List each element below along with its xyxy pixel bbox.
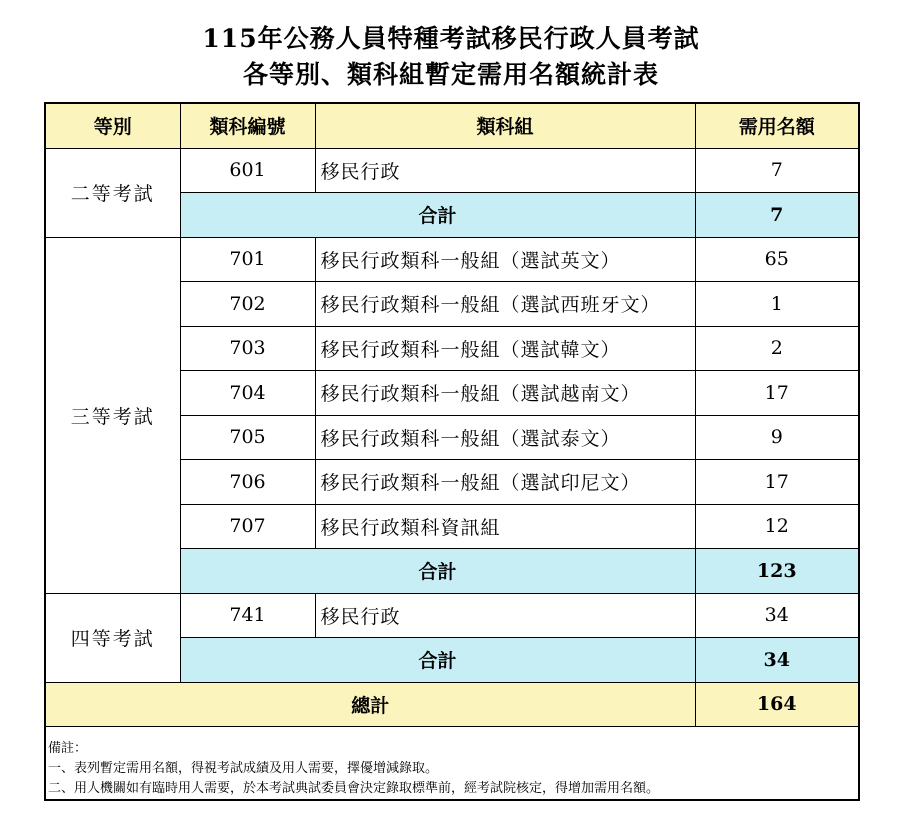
category-cell: 移民行政類科資訊組 xyxy=(315,504,695,549)
page-subtitle: 各等別、類科組暫定需用名額統計表 xyxy=(242,60,659,89)
header-code: 類科編號 xyxy=(180,103,315,148)
quota-cell: 12 xyxy=(695,504,859,549)
grand-total-label: 總計 xyxy=(45,682,695,727)
subtotal-value: 34 xyxy=(695,638,859,683)
category-cell: 移民行政 xyxy=(315,148,695,193)
quota-table xyxy=(44,102,860,801)
category-cell: 移民行政類科一般組（選試西班牙文） xyxy=(315,282,695,327)
subtotal-value: 123 xyxy=(695,549,859,594)
subtotal-label: 合計 xyxy=(180,638,695,683)
code-cell: 704 xyxy=(180,371,315,416)
header-quota: 需用名額 xyxy=(695,103,859,148)
header-level: 等別 xyxy=(45,103,180,148)
level-cell: 二等考試 xyxy=(45,148,180,237)
subtotal-label: 合計 xyxy=(180,193,695,238)
notes-row xyxy=(45,727,859,801)
quota-cell: 9 xyxy=(695,415,859,460)
table-header-row xyxy=(45,103,859,148)
category-cell: 移民行政類科一般組（選試印尼文） xyxy=(315,460,695,505)
subtotal-label: 合計 xyxy=(180,549,695,594)
table-row xyxy=(45,148,859,193)
category-cell: 移民行政類科一般組（選試韓文） xyxy=(315,326,695,371)
grand-total-value: 164 xyxy=(695,682,859,727)
header-category: 類科組 xyxy=(315,103,695,148)
code-cell: 702 xyxy=(180,282,315,327)
category-cell: 移民行政類科一般組（選試泰文） xyxy=(315,415,695,460)
code-cell: 706 xyxy=(180,460,315,505)
code-cell: 741 xyxy=(180,593,315,638)
quota-cell: 1 xyxy=(695,282,859,327)
quota-cell: 7 xyxy=(695,148,859,193)
category-cell: 移民行政 xyxy=(315,593,695,638)
notes-cell xyxy=(45,727,859,801)
code-cell: 705 xyxy=(180,415,315,460)
table-row xyxy=(45,593,859,638)
category-cell: 移民行政類科一般組（選試越南文） xyxy=(315,371,695,416)
level-cell: 三等考試 xyxy=(45,237,180,593)
code-cell: 703 xyxy=(180,326,315,371)
quota-cell: 65 xyxy=(695,237,859,282)
category-cell: 移民行政類科一般組（選試英文） xyxy=(315,237,695,282)
code-cell: 601 xyxy=(180,148,315,193)
quota-cell: 17 xyxy=(695,460,859,505)
notes-heading: 備註： xyxy=(48,741,88,756)
quota-cell: 34 xyxy=(695,593,859,638)
table-row xyxy=(45,237,859,282)
level-cell: 四等考試 xyxy=(45,593,180,682)
quota-cell: 17 xyxy=(695,371,859,416)
subtotal-value: 7 xyxy=(695,193,859,238)
grand-total-row xyxy=(45,682,859,727)
note-item: 二、用人機關如有臨時用人需要，於本考試典試委員會決定錄取標準前，經考試院核定，得增加需用名額。 xyxy=(48,781,660,796)
code-cell: 701 xyxy=(180,237,315,282)
note-item: 一、表列暫定需用名額，得視考試成績及用人需要，擇優增減錄取。 xyxy=(48,761,439,776)
code-cell: 707 xyxy=(180,504,315,549)
quota-cell: 2 xyxy=(695,326,859,371)
page-title: 115年公務人員特種考試移民行政人員考試 xyxy=(202,24,700,53)
